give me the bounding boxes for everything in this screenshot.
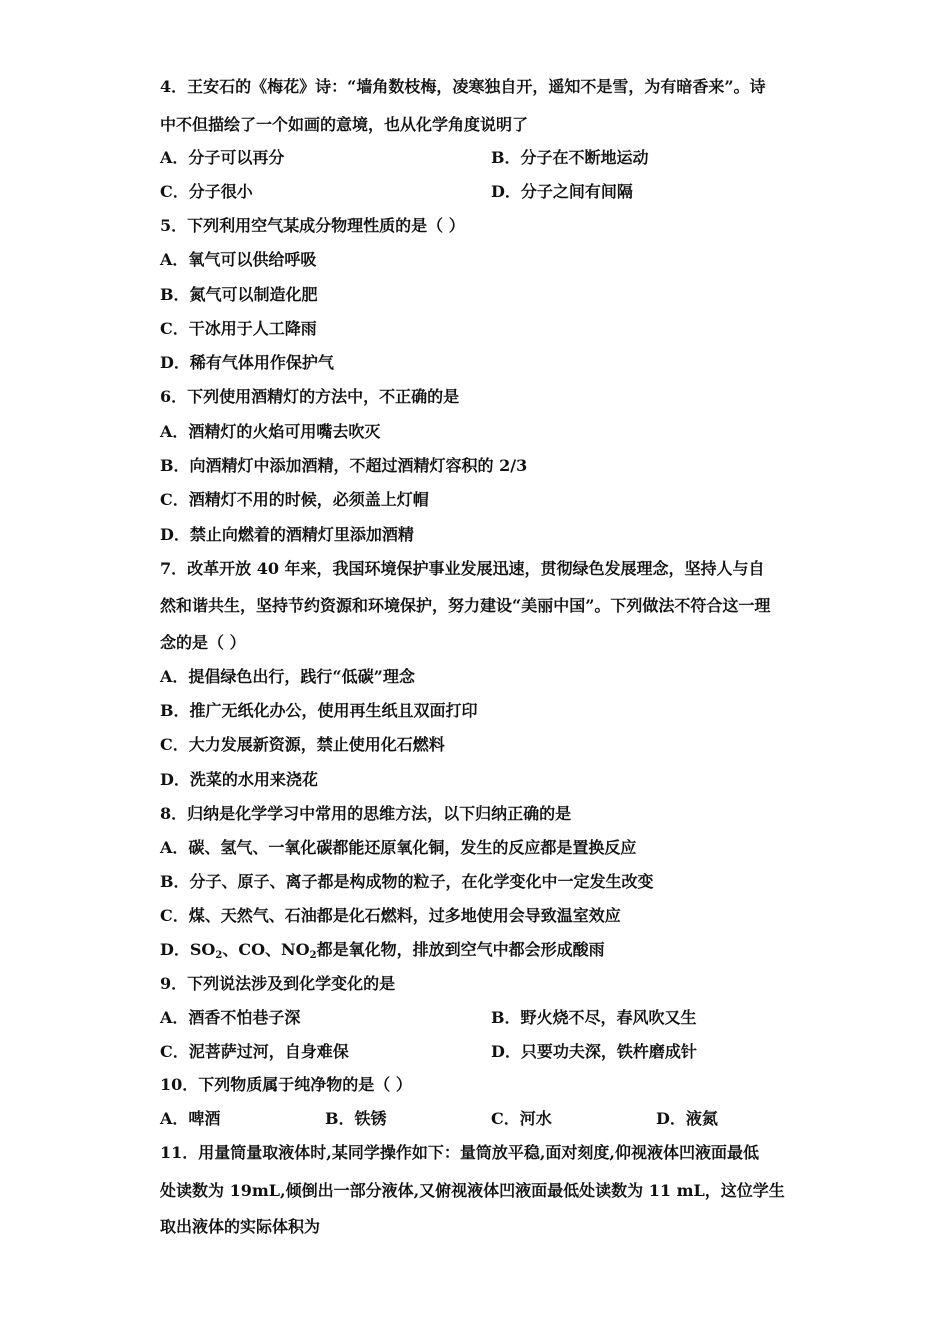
- q10-option-d: D．液氮: [656, 1109, 718, 1128]
- q6-option-a: A．酒精灯的火焰可用嘴去吹灭: [160, 422, 381, 441]
- q4-option-d: D．分子之间有间隔: [491, 182, 633, 201]
- q5-option-d: D．稀有气体用作保护气: [160, 353, 334, 372]
- q10-option-a: A．啤酒: [160, 1109, 221, 1128]
- q7-stem-line-2: 然和谐共生，坚持节约资源和环境保护，努力建设“美丽中国”。下列做法不符合这一理: [160, 596, 771, 615]
- q6-option-b: B．向酒精灯中添加酒精，不超过酒精灯容积的 2/3: [160, 456, 528, 475]
- q8-option-d-subscript-1: 2: [215, 950, 223, 961]
- q11-stem-line-1: 11．用量筒量取液体时,某同学操作如下：量筒放平稳,面对刻度,仰视液体凹液面最低: [160, 1143, 759, 1162]
- q7-option-d: D．洗菜的水用来浇花: [160, 770, 318, 789]
- q8-option-b: B．分子、原子、离子都是构成物的粒子，在化学变化中一定发生改变: [160, 872, 654, 891]
- q10-stem: 10．下列物质属于纯净物的是（ ）: [160, 1075, 412, 1094]
- q8-option-d-suffix: 都是氧化物，排放到空气中都会形成酸雨: [316, 940, 605, 959]
- q10-option-c: C．河水: [491, 1109, 552, 1128]
- q11-stem-line-2: 处读数为 19mL,倾倒出一部分液体,又俯视液体凹液面最低处读数为 11 mL，这位学生: [160, 1181, 785, 1200]
- q4-option-c: C．分子很小: [160, 182, 253, 201]
- q7-stem-line-3: 念的是（ ）: [160, 633, 246, 652]
- q11-stem-line-3: 取出液体的实际体积为: [160, 1217, 321, 1236]
- q8-option-d-prefix: D．SO: [160, 940, 216, 959]
- q4-option-a: A．分子可以再分: [160, 148, 285, 167]
- q6-option-c: C．酒精灯不用的时候，必须盖上灯帽: [160, 490, 429, 509]
- q6-stem: 6．下列使用酒精灯的方法中，不正确的是: [160, 387, 460, 406]
- q7-option-c: C．大力发展新资源，禁止使用化石燃料: [160, 735, 445, 754]
- q5-option-a: A．氧气可以供给呼吸: [160, 250, 317, 269]
- q4-stem-line-1: 4．王安石的《梅花》诗：“墙角数枝梅，凌寒独自开，遥知不是雪，为有暗香来”。诗: [160, 77, 766, 96]
- q9-stem: 9．下列说法涉及到化学变化的是: [160, 974, 396, 993]
- q8-stem: 8．归纳是化学学习中常用的思维方法，以下归纳正确的是: [160, 804, 572, 823]
- q9-option-a: A．酒香不怕巷子深: [160, 1008, 301, 1027]
- q9-option-d: D．只要功夫深，铁杵磨成针: [491, 1042, 697, 1061]
- q9-option-b: B．野火烧不尽，春风吹又生: [491, 1008, 697, 1027]
- q7-option-a: A．提倡绿色出行，践行“低碳”理念: [160, 667, 415, 686]
- q5-stem: 5．下列利用空气某成分物理性质的是（ ）: [160, 216, 465, 235]
- q7-option-b: B．推广无纸化办公，使用再生纸且双面打印: [160, 701, 478, 720]
- q8-option-d-middle: 、CO、NO: [222, 940, 310, 959]
- q10-option-b: B．铁锈: [325, 1109, 387, 1128]
- q6-option-d: D．禁止向燃着的酒精灯里添加酒精: [160, 525, 414, 544]
- q8-option-d-subscript-2: 2: [309, 950, 317, 961]
- q8-option-a: A．碳、氢气、一氧化碳都能还原氧化铜，发生的反应都是置换反应: [160, 838, 637, 857]
- q5-option-b: B．氮气可以制造化肥: [160, 285, 318, 304]
- q4-option-b: B．分子在不断地运动: [491, 148, 649, 167]
- q9-option-c: C．泥菩萨过河，自身难保: [160, 1042, 349, 1061]
- q8-option-c: C．煤、天然气、石油都是化石燃料，过多地使用会导致温室效应: [160, 906, 621, 925]
- q4-stem-line-2: 中不但描绘了一个如画的意境，也从化学角度说明了: [160, 115, 529, 134]
- q5-option-c: C．干冰用于人工降雨: [160, 319, 317, 338]
- q7-stem-line-1: 7．改革开放 40 年来，我国环境保护事业发展迅速，贯彻绿色发展理念，坚持人与自: [160, 559, 765, 578]
- q8-option-d: [160, 940, 800, 966]
